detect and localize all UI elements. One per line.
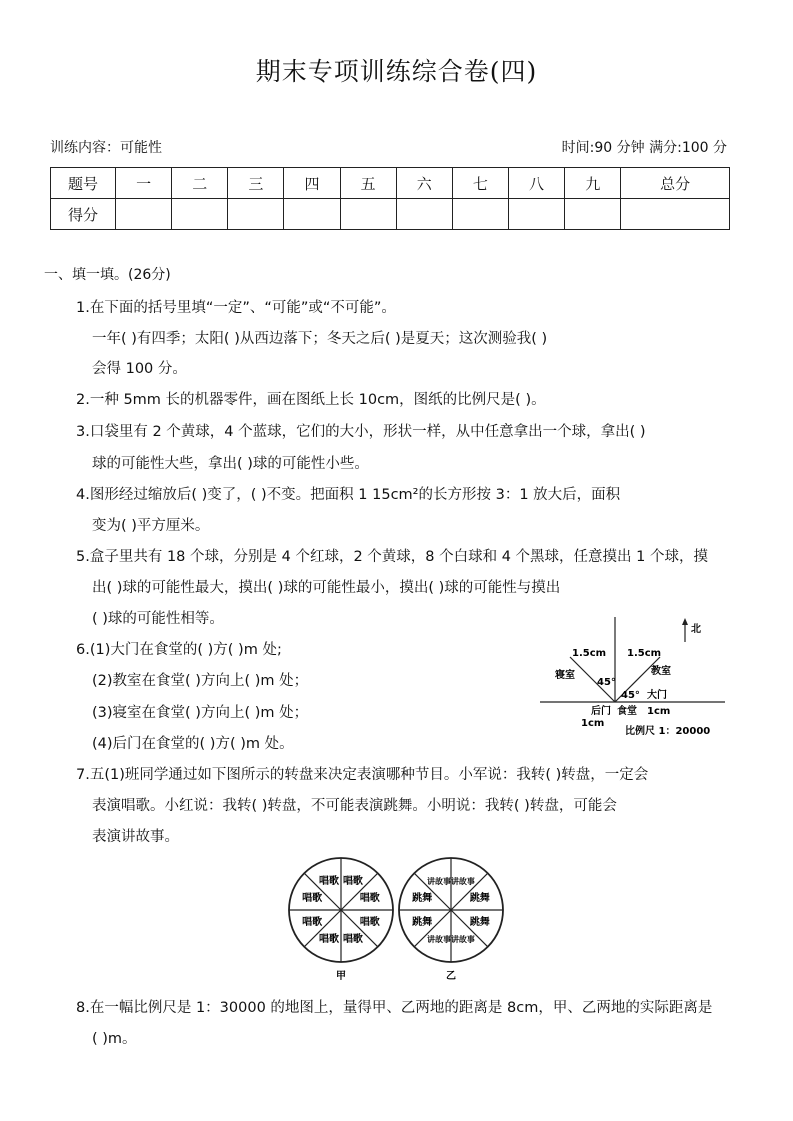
header-cell: 六 xyxy=(396,168,452,199)
question-line: ( )球的可能性相等。 xyxy=(92,611,224,627)
spinner-a-sector-label: 唱歌 xyxy=(359,916,380,928)
training-content: 训练内容：可能性 xyxy=(50,140,162,156)
question-line: 变为( )平方厘米。 xyxy=(92,518,210,534)
spinner-b-label: 乙 xyxy=(446,971,456,982)
spinner-b-sector-label: 跳舞 xyxy=(412,916,433,928)
time-score: 时间:90 分钟 满分:100 分 xyxy=(561,140,727,156)
question-line: 3.口袋里有 2 个黄球，4 个蓝球，它们的大小，形状一样，从中任意拿出一个球，拿出( ) xyxy=(76,424,646,440)
header-cell: 三 xyxy=(228,168,284,199)
question-line: 表演讲故事。 xyxy=(92,829,179,845)
question-line: (2)教室在食堂( )方向上( )m 处； xyxy=(92,673,309,689)
question-line: 7.五(1)班同学通过如下图所示的转盘来决定表演哪种节目。小军说：我转( )转盘，一定会 xyxy=(76,767,649,783)
question-line: 6.(1)大门在食堂的( )方( )m 处; xyxy=(76,642,282,658)
question-line: 1.在下面的括号里填“一定”、“可能”或“不可能”。 xyxy=(76,300,396,316)
angle-left: 45° xyxy=(597,677,616,688)
back-gate-label: 后门 xyxy=(591,706,611,717)
score-cell[interactable] xyxy=(228,199,284,230)
spinner-b-sector-label: 讲故事 xyxy=(427,934,452,944)
question-line: 出( )球的可能性最大，摸出( )球的可能性最小，摸出( )球的可能性与摸出 xyxy=(92,580,561,596)
direction-map-diagram xyxy=(535,612,735,742)
north-arrowhead-icon xyxy=(682,618,688,625)
spinner-a-sector-label: 唱歌 xyxy=(319,876,340,888)
north-label: 北 xyxy=(691,624,701,635)
dist-right: 1.5cm xyxy=(627,648,662,659)
row-label: 得分 xyxy=(51,199,116,230)
question-line: (3)寝室在食堂( )方向上( )m 处； xyxy=(92,705,309,721)
header-cell: 八 xyxy=(508,168,564,199)
score-cell[interactable] xyxy=(116,199,172,230)
score-cell[interactable] xyxy=(621,199,730,230)
score-cell[interactable] xyxy=(452,199,508,230)
header-cell: 七 xyxy=(452,168,508,199)
question-line: 4.图形经过缩放后( )变了，( )不变。把面积 1 15cm²的长方形按 3：1 放大后，面积 xyxy=(76,487,621,503)
gate-label: 大门 xyxy=(647,690,667,701)
score-cell[interactable] xyxy=(565,199,621,230)
section-heading: 一、填一填。(26分) xyxy=(44,267,171,283)
spinner-b xyxy=(399,858,503,962)
score-table-row xyxy=(51,199,730,230)
dist-gate: 1cm xyxy=(647,706,671,717)
spinner-a-sector-label: 唱歌 xyxy=(359,893,380,905)
spinner-a xyxy=(289,858,393,962)
spinner-b-sector-label: 跳舞 xyxy=(412,893,433,905)
question-line: 表演唱歌。小红说：我转( )转盘，不可能表演跳舞。小明说：我转( )转盘，可能会 xyxy=(92,798,617,814)
spinner-b-sector-label: 讲故事 xyxy=(450,877,475,887)
spinner-a-sector-label: 唱歌 xyxy=(342,933,363,945)
score-cell[interactable] xyxy=(508,199,564,230)
spinner-a-sector-label: 唱歌 xyxy=(302,916,323,928)
question-line: 5.盒子里共有 18 个球，分别是 4 个红球，2 个黄球，8 个白球和 4 个黑球，任意摸出 1 个球，摸 xyxy=(76,549,708,565)
question-line: (4)后门在食堂的( )方( )m 处。 xyxy=(92,736,294,752)
classroom-label: 教室 xyxy=(651,666,671,677)
header-cell: 九 xyxy=(565,168,621,199)
question-line: 会得 100 分。 xyxy=(92,361,187,377)
score-table-header xyxy=(51,168,730,199)
spinner-b-sector-label: 讲故事 xyxy=(427,877,452,887)
header-cell: 总分 xyxy=(621,168,730,199)
question-line: 2.一种 5mm 长的机器零件，画在图纸上长 10cm，图纸的比例尺是( )。 xyxy=(76,392,546,408)
header-cell: 二 xyxy=(172,168,228,199)
spinner-b-sector-label: 跳舞 xyxy=(469,916,490,928)
spinner-a-sector-label: 唱歌 xyxy=(302,893,323,905)
question-line: 8.在一幅比例尺是 1：30000 的地图上，量得甲、乙两地的距离是 8cm，甲、乙两地的实际距离是 xyxy=(76,1000,713,1016)
question-line: ( )m。 xyxy=(92,1031,137,1047)
spinner-b-sector-label: 讲故事 xyxy=(450,934,475,944)
dorm-label: 寝室 xyxy=(555,670,575,681)
score-cell[interactable] xyxy=(172,199,228,230)
header-cell: 四 xyxy=(284,168,340,199)
score-cell[interactable] xyxy=(340,199,396,230)
spinners-diagram xyxy=(283,855,513,985)
dist-back: 1cm xyxy=(581,718,605,729)
canteen-label: 食堂 xyxy=(617,706,637,717)
angle-right: 45° xyxy=(621,690,640,701)
header-cell: 一 xyxy=(116,168,172,199)
score-cell[interactable] xyxy=(284,199,340,230)
scale-label: 比例尺 1：20000 xyxy=(625,726,711,737)
spinner-a-sector-label: 唱歌 xyxy=(319,933,340,945)
spinner-a-sector-label: 唱歌 xyxy=(342,876,363,888)
score-table xyxy=(50,167,730,230)
dist-left: 1.5cm xyxy=(572,648,607,659)
spinner-a-label: 甲 xyxy=(336,971,346,982)
question-line: 球的可能性大些，拿出( )球的可能性小些。 xyxy=(92,456,369,472)
spinner-b-sector-label: 跳舞 xyxy=(469,893,490,905)
score-cell[interactable] xyxy=(396,199,452,230)
header-cell: 五 xyxy=(340,168,396,199)
page-title: 期末专项训练综合卷(四) xyxy=(255,57,538,86)
question-line: 一年( )有四季；太阳( )从西边落下；冬天之后( )是夏天；这次测验我( ) xyxy=(92,331,548,347)
header-cell: 题号 xyxy=(51,168,116,199)
